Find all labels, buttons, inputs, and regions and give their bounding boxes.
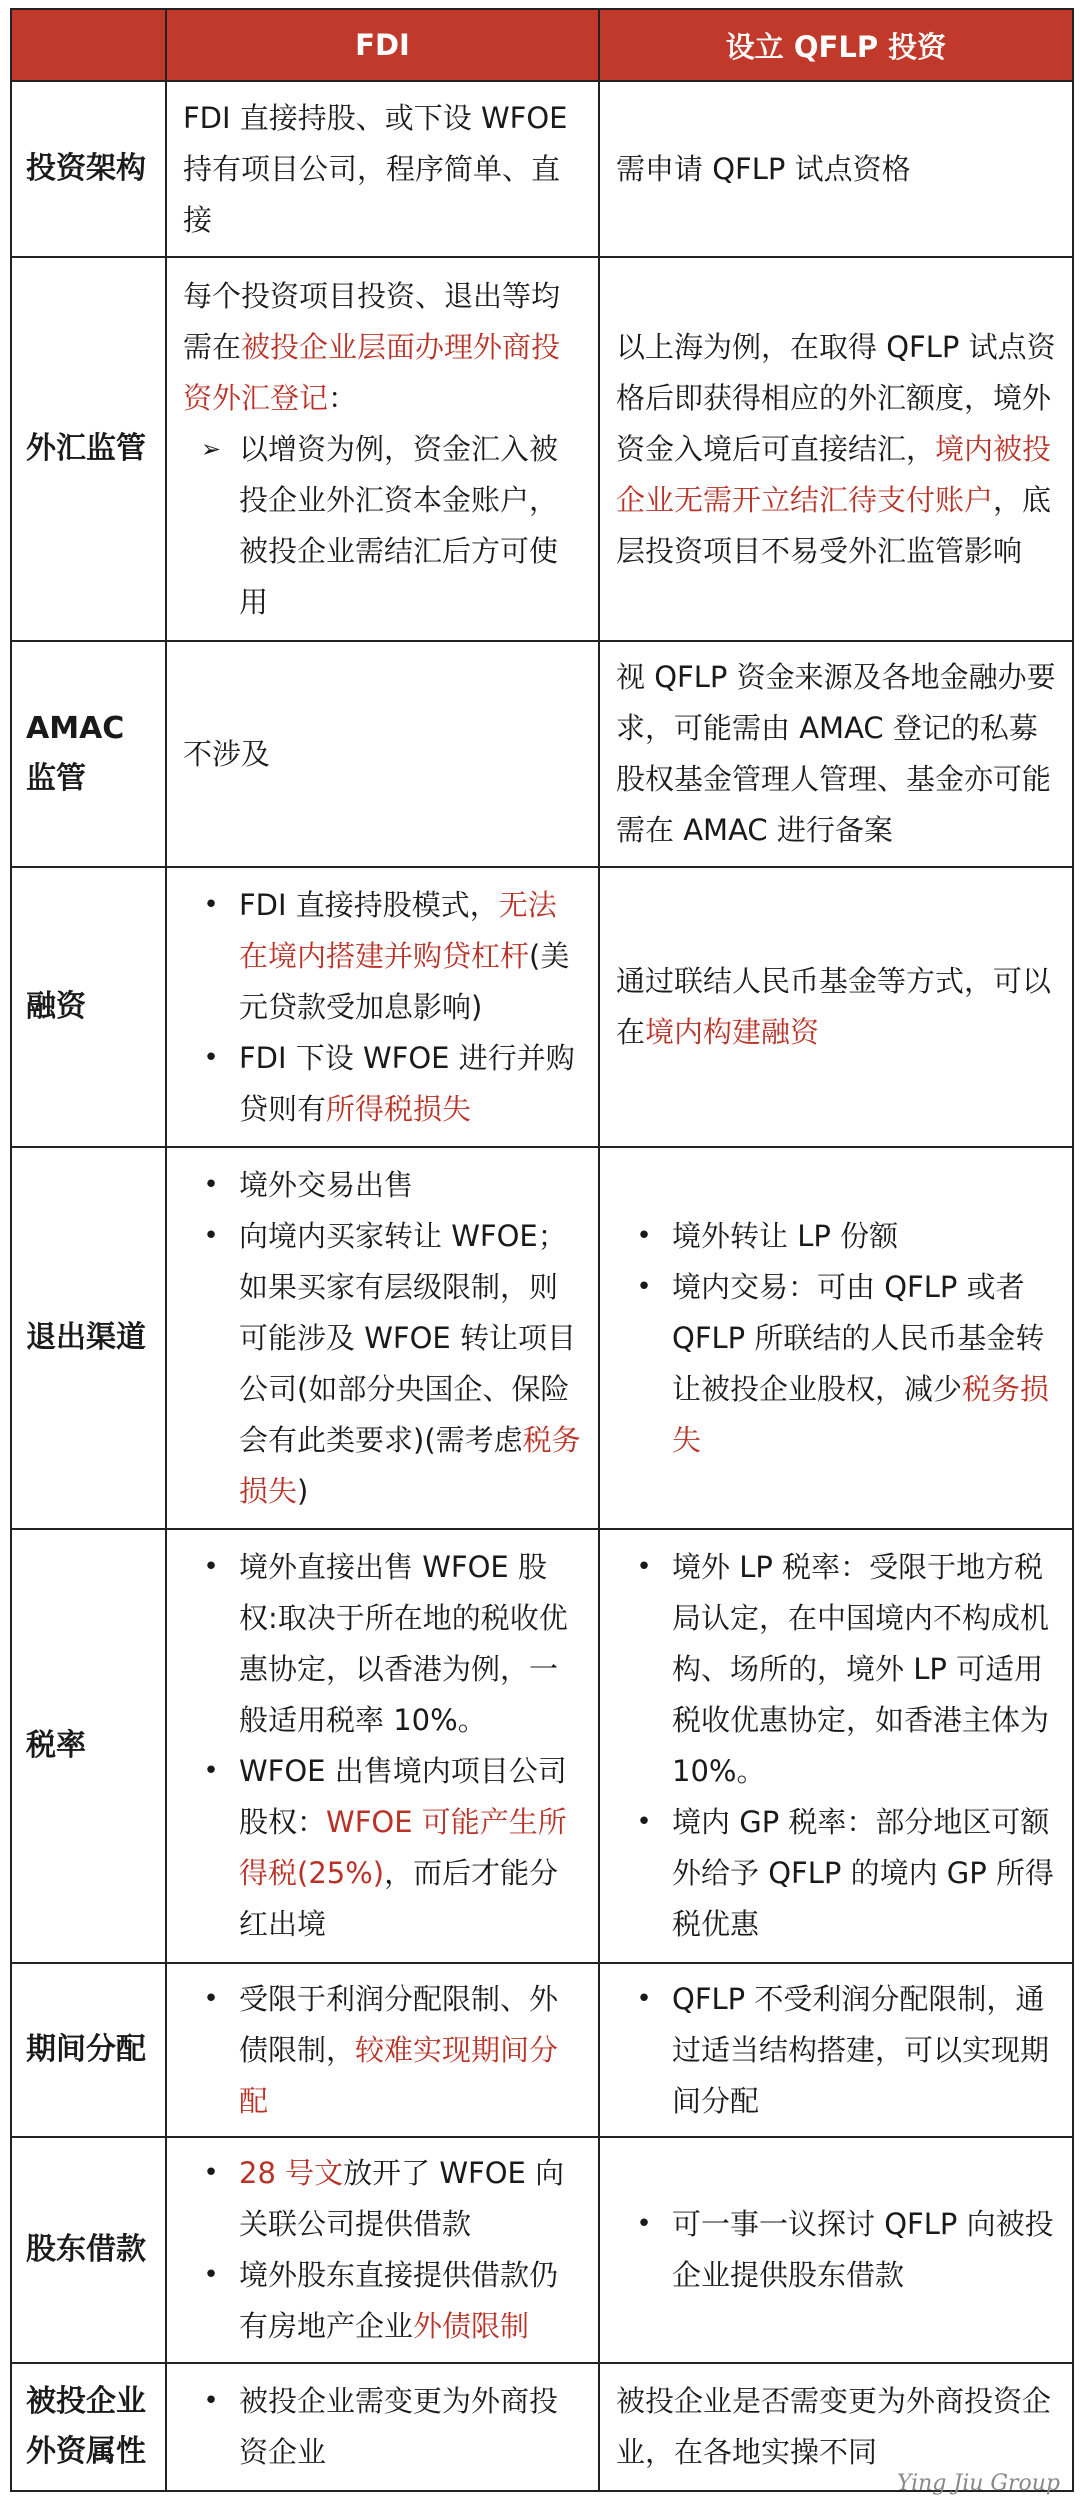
highlight-text: 税务损失 [672, 1371, 1050, 1457]
text-run: ) [297, 1473, 309, 1508]
bullet-marker-icon: • [203, 1983, 219, 2014]
bullet-marker-icon: • [203, 889, 219, 920]
text-run: 视 QFLP 资金来源及各地金融办要求，可能需由 AMAC 登记的私募股权基金管理人管理、基金亦可能需在 AMAC 进行备案 [616, 660, 1056, 847]
bullet-marker-icon: • [203, 2386, 219, 2416]
item-text [239, 1211, 582, 1517]
qflp-cell [599, 641, 1073, 867]
bullet-item [183, 880, 582, 1033]
bullet-marker-icon: • [203, 2158, 219, 2188]
text-run: 放开了 WFOE 向关联公司提供借款 [239, 2156, 565, 2241]
item-text [239, 424, 582, 628]
item-text [239, 2250, 582, 2352]
bullet-item [616, 2199, 1056, 2301]
text-run: 向境内买家转让 WFOE；如果买家有层级限制，则可能涉及 WFOE 转让项目公司(如部分央国企、保险会有此类要求)(需考虑 [239, 1218, 576, 1457]
item-text [239, 2148, 582, 2250]
bullet-item [183, 1160, 582, 1211]
text-run: FDI 直接持股模式， [239, 887, 499, 922]
text-run: (美元贷款受加息影响) [239, 938, 570, 1024]
arrow-item [183, 424, 582, 628]
qflp-cell [599, 1147, 1073, 1529]
fdi-cell [166, 2137, 599, 2363]
fdi-cell [166, 257, 599, 641]
bullet-item [616, 1797, 1056, 1950]
table-row [11, 1147, 1073, 1529]
bullet-marker-icon: • [203, 1042, 219, 1073]
cell-paragraph [183, 93, 582, 246]
highlight-text: 无法在境内搭建并购贷杠杆 [239, 887, 557, 973]
qflp-cell [599, 81, 1073, 257]
table-row [11, 1529, 1073, 1963]
bullet-item [183, 2376, 582, 2478]
fdi-cell [166, 641, 599, 867]
table-row [11, 257, 1073, 641]
watermark: Ying Jiu Group [896, 2471, 1060, 2496]
highlight-text: 外债限制 [413, 2309, 530, 2343]
row-label: AMAC 监管 [11, 641, 166, 867]
text-run: 每个投资项目投资、退出等均需在 [183, 278, 561, 364]
bullet-marker-icon: • [636, 1983, 652, 2014]
highlight-text: WFOE 可能产生所得税(25%) [239, 1805, 567, 1890]
table-row [11, 641, 1073, 867]
cell-paragraph [616, 2376, 1056, 2478]
fdi-cell [166, 2363, 599, 2491]
fdi-cell [166, 1147, 599, 1529]
header-fdi: FDI [166, 9, 599, 81]
item-text [672, 1262, 1056, 1466]
cell-paragraph [616, 652, 1056, 856]
bullet-marker-icon: • [203, 2260, 219, 2290]
header-row [11, 9, 1073, 81]
item-text [239, 2376, 582, 2478]
bullet-marker-icon: • [203, 1756, 219, 1786]
cell-paragraph [616, 322, 1056, 577]
bullet-item [183, 2148, 582, 2250]
bullet-item [616, 1262, 1056, 1466]
text-run: 被投企业是否需变更为外商投资企业，在各地实操不同 [616, 2384, 1052, 2469]
row-label: 投资架构 [11, 81, 166, 257]
qflp-cell [599, 257, 1073, 641]
text-run: 被投企业需变更为外商投资企业 [239, 2384, 559, 2469]
text-run: FDI 直接持股、或下设 WFOE 持有项目公司，程序简单、直接 [183, 100, 568, 237]
qflp-cell [599, 867, 1073, 1147]
text-run: 可一事一议探讨 QFLP 向被投企业提供股东借款 [672, 2207, 1054, 2292]
item-text [239, 880, 582, 1033]
comparison-table [10, 8, 1074, 2492]
bullet-marker-icon: • [203, 1169, 219, 1200]
text-run: 境内 GP 税率：部分地区可额外给予 QFLP 的境内 GP 所得税优惠 [672, 1805, 1054, 1941]
qflp-cell [599, 1529, 1073, 1963]
row-label: 退出渠道 [11, 1147, 166, 1529]
row-label: 期间分配 [11, 1963, 166, 2137]
fdi-cell [166, 81, 599, 257]
qflp-cell [599, 2137, 1073, 2363]
text-run: 境外直接出售 WFOE 股权:取决于所在地的税收优惠协定，以香港为例，一般适用税率 10%。 [239, 1550, 568, 1737]
text-run: 境外股东直接提供借款仍有房地产企业 [239, 2258, 559, 2343]
row-label: 融资 [11, 867, 166, 1147]
item-text [239, 1746, 582, 1950]
item-text [672, 1211, 1056, 1262]
bullet-item [183, 1542, 582, 1746]
text-run: WFOE 出售境内项目公司股权： [239, 1754, 567, 1839]
row-label: 股东借款 [11, 2137, 166, 2363]
text-run: 境外交易出售 [239, 1167, 414, 1202]
cell-paragraph [616, 956, 1056, 1058]
highlight-text: 较难实现期间分配 [239, 2032, 559, 2118]
qflp-cell [599, 1963, 1073, 2137]
table-row [11, 1963, 1073, 2137]
text-run: ，而后才能分红出境 [239, 1856, 559, 1941]
cell-paragraph [183, 729, 582, 780]
bullet-item [616, 1211, 1056, 1262]
fdi-cell [166, 867, 599, 1147]
item-text [239, 1542, 582, 1746]
bullet-marker-icon: • [636, 2209, 652, 2239]
bullet-marker-icon: • [203, 1220, 219, 1251]
highlight-text: 境内被投企业无需开立结汇待支付账户 [616, 431, 1052, 517]
bullet-item [183, 2250, 582, 2352]
bullet-marker-icon: • [636, 1271, 652, 1302]
table-row [11, 867, 1073, 1147]
text-run: 受限于利润分配限制、外债限制， [239, 1981, 559, 2067]
highlight-text: 所得税损失 [326, 1091, 472, 1126]
cell-paragraph [616, 144, 1056, 195]
highlight-text: 被投企业层面办理外商投资外汇登记 [183, 329, 561, 415]
text-run: 需申请 QFLP 试点资格 [616, 151, 911, 186]
row-label: 被投企业 外资属性 [11, 2363, 166, 2491]
table-row [11, 81, 1073, 257]
highlight-text: 28 号文 [239, 2156, 344, 2190]
text-run: 以增资为例，资金汇入被投企业外汇资本金账户，被投企业需结汇后方可使用 [239, 431, 559, 619]
text-run: 境内交易：可由 QFLP 或者 QFLP 所联结的人民币基金转让被投企业股权，减少 [672, 1269, 1045, 1406]
bullet-item [183, 1211, 582, 1517]
text-run: QFLP 不受利润分配限制，通过适当结构搭建，可以实现期间分配 [672, 1981, 1050, 2118]
text-run: 境外 LP 税率：受限于地方税局认定，在中国境内不构成机构、场所的，境外 LP 可适用税收优惠协定，如香港主体为 10%。 [672, 1550, 1050, 1788]
bullet-item [183, 1974, 582, 2127]
text-run: FDI 下设 WFOE 进行并购贷则有 [239, 1040, 575, 1126]
item-text [672, 1974, 1056, 2127]
table-row [11, 2137, 1073, 2363]
item-text [672, 2199, 1056, 2301]
text-run: 不涉及 [183, 736, 271, 771]
text-run: 以上海为例，在取得 QFLP 试点资格后即获得相应的外汇额度，境外资金入境后可直接结汇， [616, 329, 1056, 466]
item-text [239, 1974, 582, 2127]
bullet-marker-icon: • [636, 1552, 652, 1582]
bullet-item [616, 1974, 1056, 2127]
fdi-cell [166, 1529, 599, 1963]
item-text [239, 1160, 582, 1211]
bullet-item [183, 1033, 582, 1135]
item-text [239, 1033, 582, 1135]
row-label: 外汇监管 [11, 257, 166, 641]
bullet-item [183, 1746, 582, 1950]
text-run: 境外转让 LP 份额 [672, 1218, 899, 1253]
fdi-cell [166, 1963, 599, 2137]
header-corner [11, 9, 166, 81]
text-run: ： [328, 380, 358, 415]
header-qflp: 设立 QFLP 投资 [599, 9, 1073, 81]
item-text [672, 1542, 1056, 1797]
cell-paragraph [183, 271, 582, 424]
bullet-marker-icon: • [636, 1807, 652, 1837]
highlight-text: 境内构建融资 [645, 1015, 820, 1049]
arrow-marker-icon: ➢ [200, 434, 222, 463]
bullet-item [616, 1542, 1056, 1797]
item-text [672, 1797, 1056, 1950]
bullet-marker-icon: • [203, 1552, 219, 1582]
text-run: ，底层投资项目不易受外汇监管影响 [616, 482, 1052, 568]
bullet-marker-icon: • [636, 1220, 652, 1251]
highlight-text: 税务损失 [239, 1422, 581, 1508]
row-label: 税率 [11, 1529, 166, 1963]
text-run: 通过联结人民币基金等方式，可以在 [616, 964, 1052, 1049]
